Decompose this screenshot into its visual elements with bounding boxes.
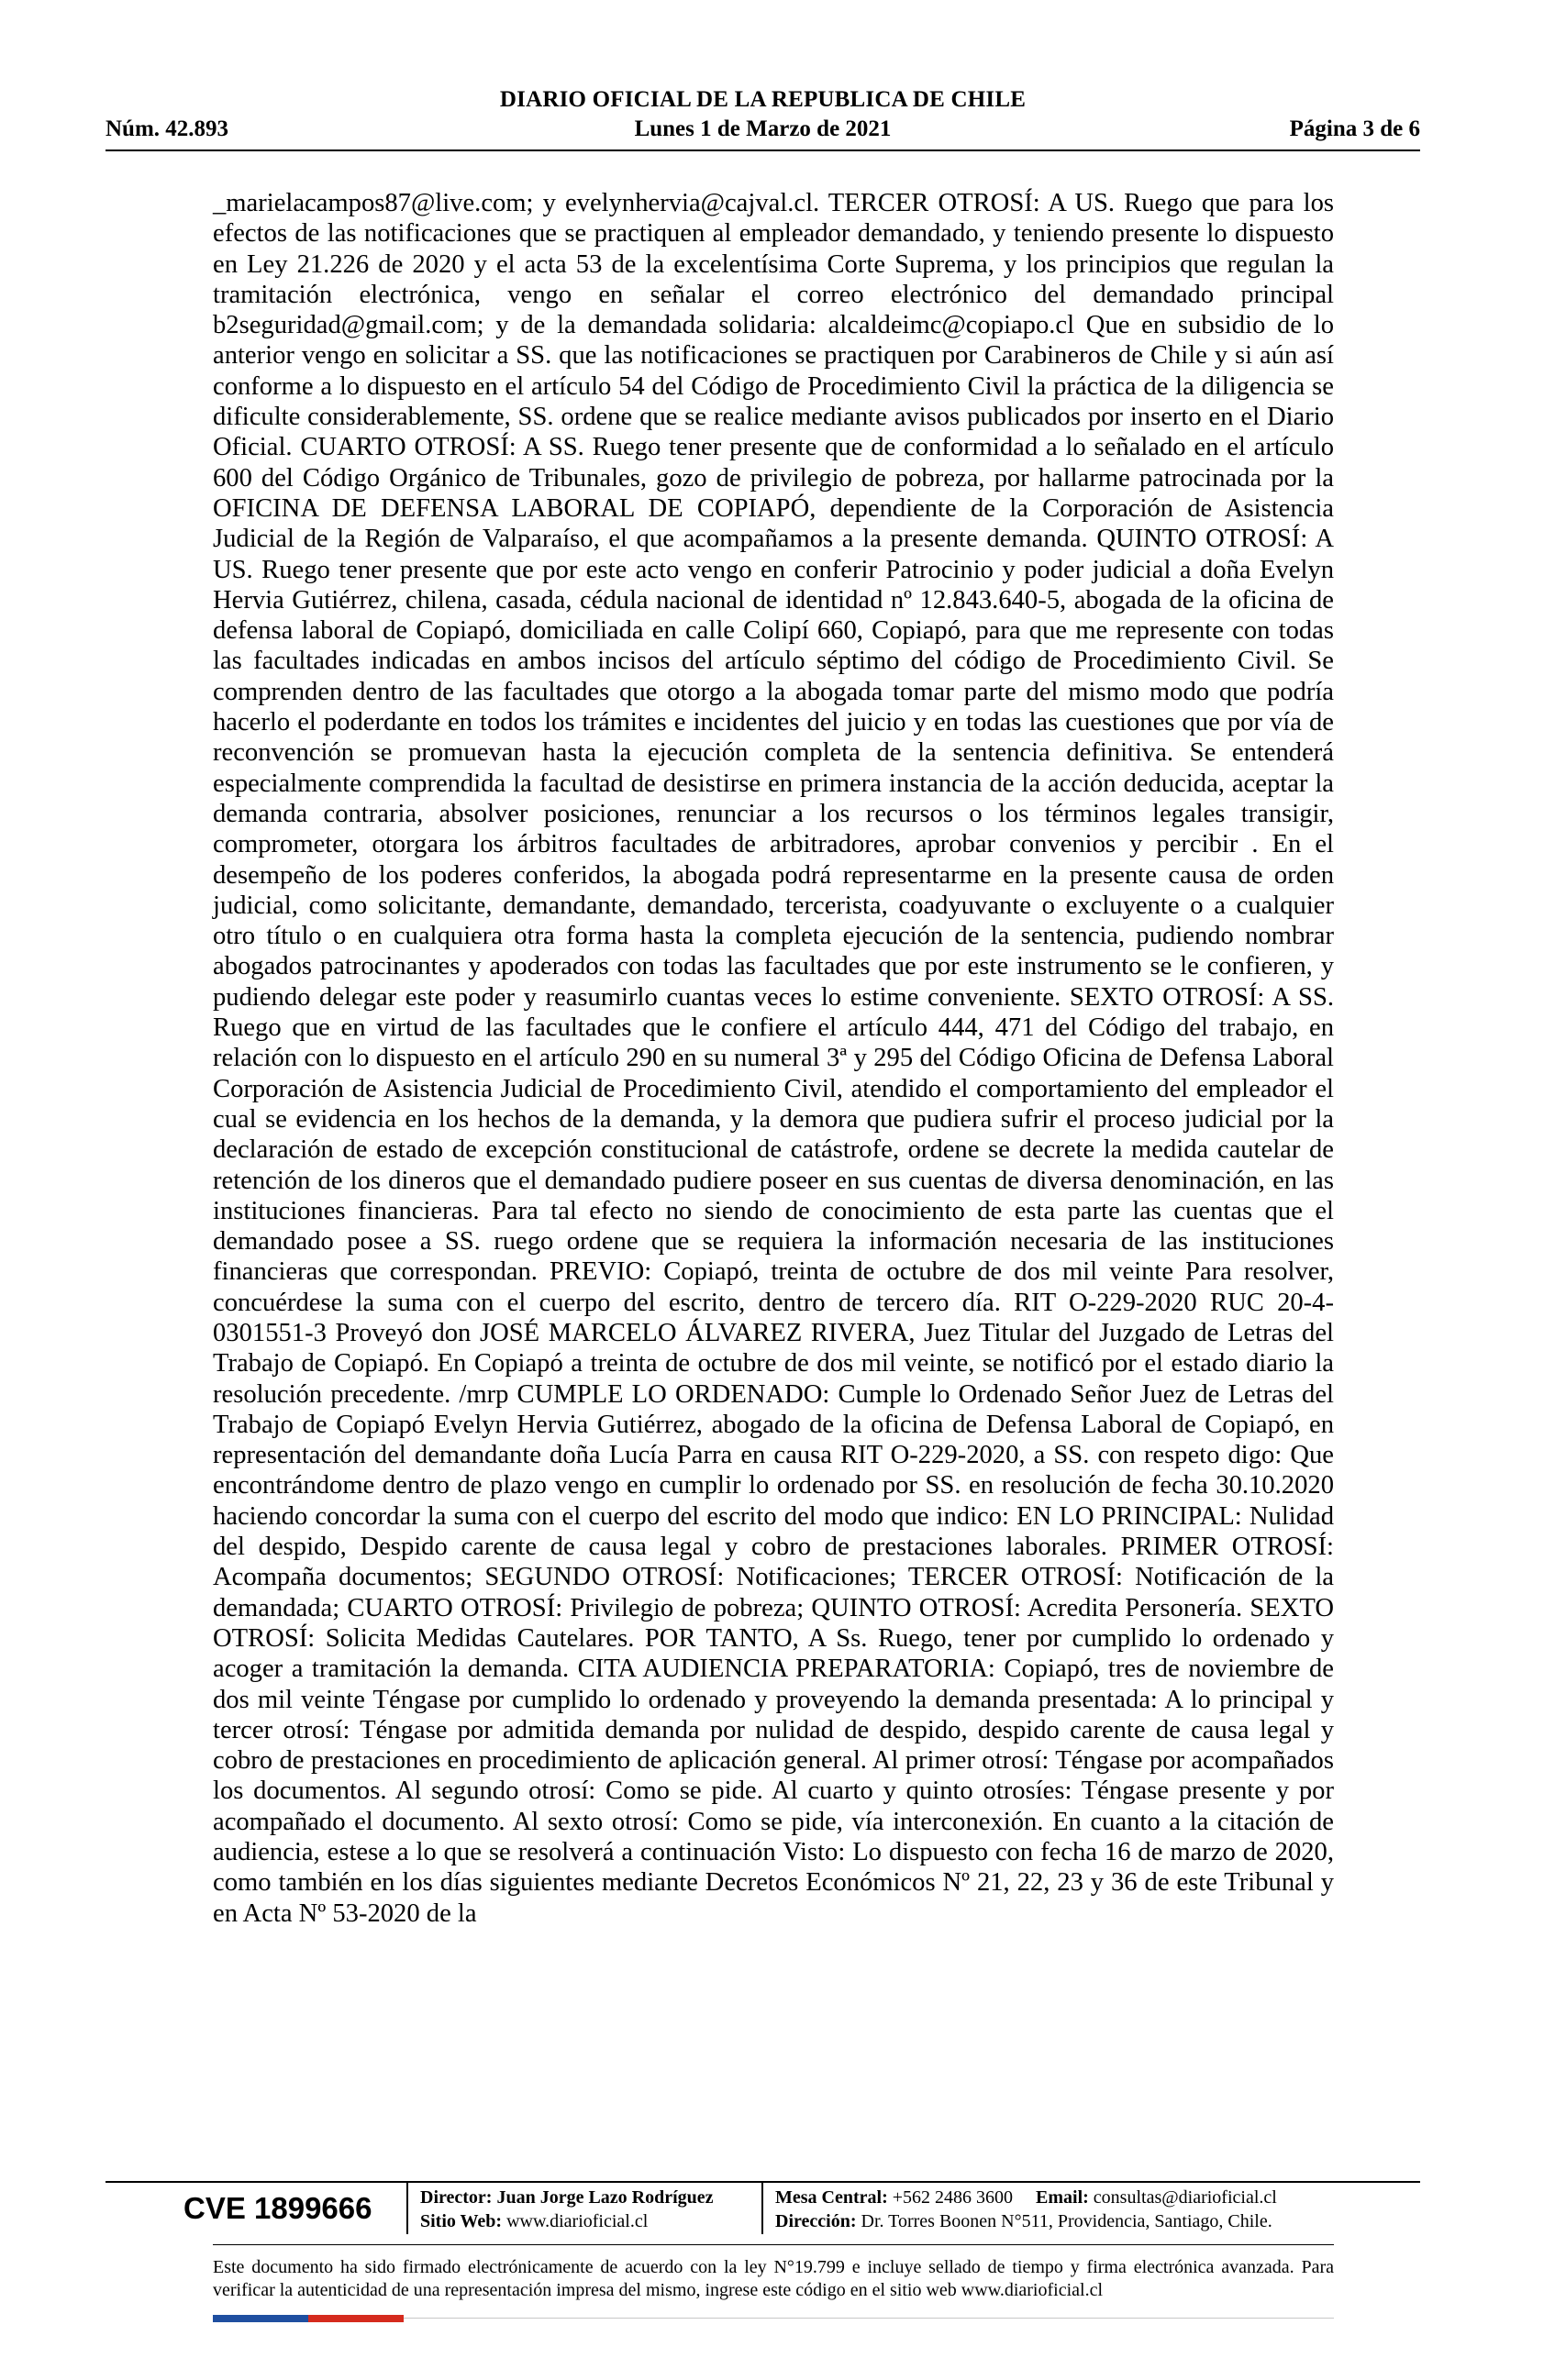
page-indicator: Página 3 de 6	[1289, 116, 1420, 141]
address-line	[775, 2209, 1277, 2233]
address-label: Dirección:	[775, 2211, 857, 2231]
contact-line	[775, 2186, 1277, 2209]
flag-red-segment	[308, 2315, 404, 2322]
phone-label: Mesa Central:	[775, 2187, 888, 2208]
email-link[interactable]: consultas@diarioficial.cl	[1093, 2187, 1277, 2208]
bottom-grey-rule	[404, 2318, 1334, 2319]
footer-thin-divider	[213, 2244, 1334, 2245]
footer-director-block	[420, 2186, 714, 2233]
document-body-text: _marielacampos87@live.com; y evelynhervia@cajval.cl. TERCER OTROSÍ: A US. Ruego que para los efectos de las notificaciones que se practiquen al empleador demandado, y teniendo presente lo dispuesto en Ley 21.226 de 2020 y el acta 53 de la excelentísima Corte Suprema, y los principios que regulan la tramitación electrónica, vengo en señalar el correo electrónico del demandado principal b2seguridad@gmail.com; y de la demandada solidaria: alcaldeimc@copiapo.cl Que en subsidio de lo anterior vengo en solicitar a SS. que las notificaciones se practiquen por Carabineros de Chile y si aún así conforme a lo dispuesto en el artículo 54 del Código de Procedimiento Civil la práctica de la diligencia se dificulte considerablemente, SS. ordene que se realice mediante avisos publicados por inserto en el Diario Oficial. CUARTO OTROSÍ: A SS. Ruego tener presente que de conformidad a lo señalado en el artículo 600 del Código Orgánico de Tribunales, gozo de privilegio de pobreza, por hallarme patrocinada por la OFICINA DE DEFENSA LABORAL DE COPIAPÓ, dependiente de la Corporación de Asistencia Judicial de la Región de Valparaíso, el que acompañamos a la presente demanda. QUINTO OTROSÍ: A US. Ruego tener presente que por este acto vengo en conferir Patrocinio y poder judicial a doña Evelyn Hervia Gutiérrez, chilena, casada, cédula nacional de identidad nº 12.843.640-5, abogada de la oficina de defensa laboral de Copiapó, domiciliada en calle Colipí 660, Copiapó, para que me represente con todas las facultades indicadas en ambos incisos del artículo séptimo del código de Procedimiento Civil. Se comprenden dentro de las facultades que otorgo a la abogada tomar parte del mismo modo que podría hacerlo el poderdante en todos los trámites e incidentes del juicio y en todas las cuestiones que por vía de reconvención se promuevan hasta la ejecución completa de la sentencia definitiva. Se entenderá especialmente comprendida la facultad de desistirse en primera instancia de la acción deducida, aceptar la demanda contraria, absolver posiciones, renunciar a los recursos o los términos legales transigir, comprometer, otorgara los árbitros facultades de arbitradores, aprobar convenios y percibir . En el desempeño de los poderes conferidos, la abogada podrá representarme en la presente causa de orden judicial, como solicitante, demandante, demandado, tercerista, coadyuvante o excluyente o a cualquier otro título o en cualquiera otra forma hasta la completa ejecución de la sentencia, pudiendo nombrar abogados patrocinantes y apoderados con todas las facultades que por este instrumento se le confieren, y pudiendo delegar este poder y reasumirlo cuantas veces lo estime conveniente. SEXTO OTROSÍ: A SS. Ruego que en virtud de las facultades que le confiere el artículo 444, 471 del Código del trabajo, en relación con lo dispuesto en el artículo 290 en su numeral 3ª y 295 del Código Oficina de Defensa Laboral Corporación de Asistencia Judicial de Procedimiento Civil, atendido el comportamiento del empleador el cual se evidencia en los hechos de la demanda, y la demora que pudiera sufrir el proceso judicial por la declaración de estado de excepción constitucional de catástrofe, ordene se decrete la medida cautelar de retención de los dineros que el demandado pudiere poseer en sus cuentas de diversa denominación, en las instituciones financieras. Para tal efecto no siendo de conocimiento de esta parte las cuentas que el demandado posee a SS. ruego ordene que se requiera la información necesaria de las instituciones financieras que correspondan. PREVIO: Copiapó, treinta de octubre de dos mil veinte Para resolver, concuérdese la suma con el cuerpo del escrito, dentro de tercero día. RIT O-229-2020 RUC 20-4-0301551-3 Proveyó don JOSÉ MARCELO ÁLVAREZ RIVERA, Juez Titular del Juzgado de Letras del Trabajo de Copiapó. En Copiapó a treinta de octubre de dos mil veinte, se notificó por el estado diario la resolución precedente. /mrp CUMPLE LO ORDENADO: Cumple lo Ordenado Señor Juez de Letras del Trabajo de Copiapó Evelyn Hervia Gutiérrez, abogado de la oficina de Defensa Laboral de Copiapó, en representación del demandante doña Lucía Parra en causa RIT O-229-2020, a SS. con respeto digo: Que encontrándome dentro de plazo vengo en cumplir lo ordenado por SS. en resolución de fecha 30.10.2020 haciendo concordar la suma con el cuerpo del escrito del modo que indico: EN LO PRINCIPAL: Nulidad del despido, Despido carente de causa legal y cobro de prestaciones laborales. PRIMER OTROSÍ: Acompaña documentos; SEGUNDO OTROSÍ: Notificaciones; TERCER OTROSÍ: Notificación de la demandada; CUARTO OTROSÍ: Privilegio de pobreza; QUINTO OTROSÍ: Acredita Personería. SEXTO OTROSÍ: Solicita Medidas Cautelares. POR TANTO, A Ss. Ruego, tener por cumplido lo ordenado y acoger a tramitación la demanda. CITA AUDIENCIA PREPARATORIA: Copiapó, tres de noviembre de dos mil veinte Téngase por cumplido lo ordenado y proveyendo la demanda presentada: A lo principal y tercer otrosí: Téngase por admitida demanda por nulidad de despido, despido carente de causa legal y cobro de prestaciones en procedimiento de aplicación general. Al primer otrosí: Téngase por acompañados los documentos. Al segundo otrosí: Como se pide. Al cuarto y quinto otrosíes: Téngase presente y por acompañado el documento. Al sexto otrosí: Como se pide, vía interconexión. En cuanto a la citación de audiencia, estese a lo que se resolverá a continuación Visto: Lo dispuesto con fecha 16 de marzo de 2020, como también en los días siguientes mediante Decretos Económicos Nº 21, 22, 23 y 36 de este Tribunal y en Acta Nº 53-2020 de la	[213, 189, 1334, 1928]
footer-separator	[406, 2183, 408, 2234]
footer-separator	[761, 2183, 763, 2234]
chile-flag-stripe	[213, 2315, 404, 2322]
phone-number: +562 2486 3600	[892, 2187, 1014, 2208]
address-value: Dr. Torres Boonen N°511, Providencia, Santiago, Chile.	[861, 2211, 1272, 2231]
footer-contact-block	[775, 2186, 1277, 2233]
website-link[interactable]: www.diarioficial.cl	[506, 2211, 649, 2231]
publication-title: DIARIO OFICIAL DE LA REPUBLICA DE CHILE	[499, 87, 1027, 112]
email-label: Email:	[1036, 2187, 1089, 2208]
legal-notice: Este documento ha sido firmado electrónicamente de acuerdo con la ley N°19.799 e incluye sellado de tiempo y firma electrónica avanzada. Para verificar la autenticidad de una representación impresa del mismo, ingrese este código en el sitio web www.diarioficial.cl	[213, 2257, 1334, 2300]
director-line	[420, 2186, 714, 2209]
flag-blue-segment	[213, 2315, 308, 2322]
director-label: Director:	[420, 2187, 493, 2208]
director-name: Juan Jorge Lazo Rodríguez	[496, 2187, 714, 2208]
cve-code: CVE 1899666	[183, 2191, 372, 2225]
page-header	[106, 87, 1420, 151]
issue-number: Núm. 42.893	[106, 116, 229, 141]
header-divider	[106, 149, 1420, 151]
website-line	[420, 2209, 714, 2233]
website-label: Sitio Web:	[420, 2211, 503, 2231]
issue-date: Lunes 1 de Marzo de 2021	[634, 116, 892, 141]
